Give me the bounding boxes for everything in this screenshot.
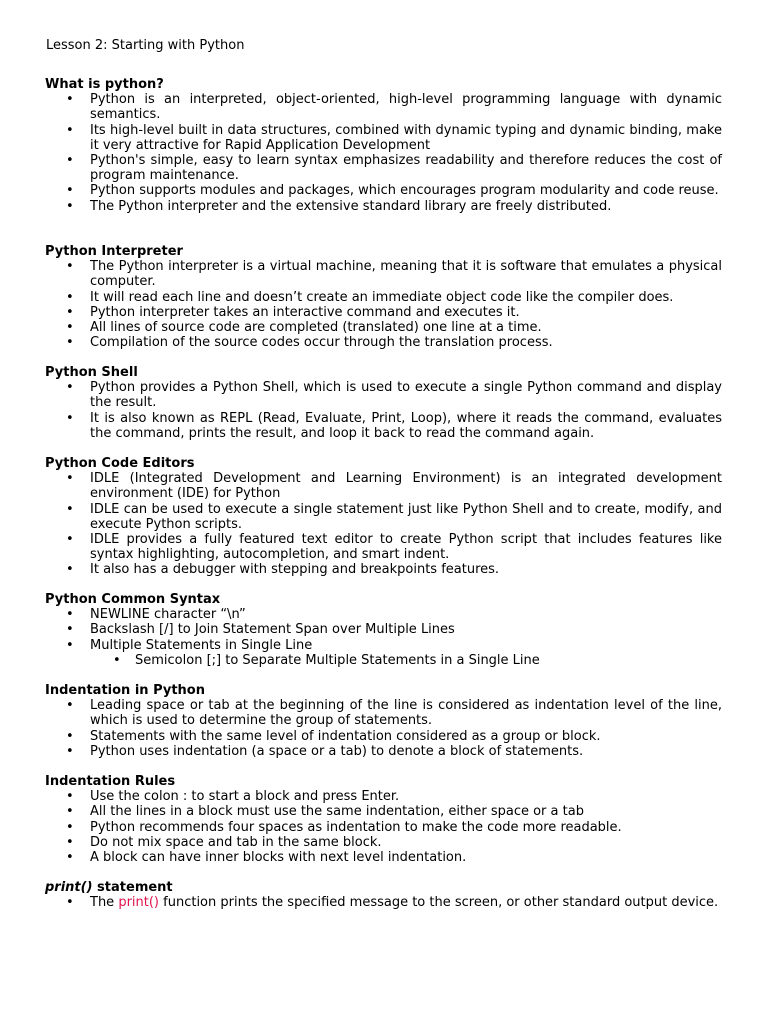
list-item: • The Python interpreter and the extensive standard library are freely distributed. — [45, 199, 722, 214]
list-item: • Statements with the same level of indentation considered as a group or block. — [45, 729, 722, 744]
lesson-title: Lesson 2: Starting with Python — [46, 38, 245, 53]
sub-list-item: • Semicolon [;] to Separate Multiple Statements in a Single Line — [45, 653, 722, 668]
list-item: • Python provides a Python Shell, which is used to execute a single Python command and display the result. — [45, 380, 722, 410]
list-item — [45, 895, 722, 910]
bullet-list — [45, 895, 722, 910]
item-text-after: function prints the specified message to the screen, or other standard output device. — [159, 895, 719, 911]
section-indentation-rules — [45, 774, 722, 865]
list-item: • All lines of source code are completed (translated) one line at a time. — [45, 320, 722, 335]
section-python-interpreter — [45, 244, 722, 350]
section-heading: Indentation Rules — [45, 774, 176, 789]
item-text-before: The — [90, 895, 119, 911]
list-item: • Python recommends four spaces as indentation to make the code more readable. — [45, 820, 722, 835]
list-item: • Backslash [/] to Join Statement Span over Multiple Lines — [45, 622, 722, 637]
section-print-statement — [45, 880, 722, 910]
section-python-code-editors — [45, 456, 722, 578]
list-item: • Python uses indentation (a space or a tab) to denote a block of statements. — [45, 744, 722, 759]
bullet-list — [45, 259, 722, 350]
list-item: • The Python interpreter is a virtual machine, meaning that it is software that emulates a physical computer. — [45, 259, 722, 289]
list-item: • NEWLINE character “\n” — [45, 607, 722, 622]
list-item: • Python supports modules and packages, which encourages program modularity and code reuse. — [45, 183, 722, 198]
inline-code-print: print() — [118, 895, 160, 911]
section-indentation-in-python — [45, 683, 722, 759]
list-item: • It also has a debugger with stepping and breakpoints features. — [45, 562, 722, 577]
section-heading: Python Interpreter — [45, 244, 183, 259]
section-heading: What is python? — [45, 77, 164, 92]
section-heading — [45, 880, 722, 895]
section-python-common-syntax — [45, 592, 722, 668]
heading-rest-text: statement — [92, 880, 173, 895]
list-item: • Python interpreter takes an interactive command and executes it. — [45, 305, 722, 320]
bullet-list — [45, 380, 722, 441]
list-item: • Compilation of the source codes occur through the translation process. — [45, 335, 722, 350]
list-item: • It will read each line and doesn’t create an immediate object code like the compiler does. — [45, 290, 722, 305]
section-heading: Python Code Editors — [45, 456, 195, 471]
bullet-list — [45, 698, 722, 759]
list-item: • IDLE (Integrated Development and Learning Environment) is an integrated development environment (IDE) for Python — [45, 471, 722, 501]
list-item: • IDLE provides a fully featured text editor to create Python script that includes features like syntax highlighting, autocompletion, and smart indent. — [45, 532, 722, 562]
list-item: • Python is an interpreted, object-oriented, high-level programming language with dynamic semantics. — [45, 92, 722, 122]
list-item: • Python's simple, easy to learn syntax emphasizes readability and therefore reduces the cost of program maintenance. — [45, 153, 722, 183]
section-python-shell — [45, 365, 722, 441]
list-item: • Its high-level built in data structures, combined with dynamic typing and dynamic binding, make it very attractive for Rapid Application Development — [45, 123, 722, 153]
list-item: • Use the colon : to start a block and press Enter. — [45, 789, 722, 804]
section-heading: Python Shell — [45, 365, 138, 380]
list-item: • All the lines in a block must use the same indentation, either space or a tab — [45, 804, 722, 819]
list-item: • Do not mix space and tab in the same block. — [45, 835, 722, 850]
list-item: • Multiple Statements in Single Line — [45, 638, 722, 653]
section-heading: Indentation in Python — [45, 683, 205, 698]
bullet-list — [45, 607, 722, 668]
section-heading: Python Common Syntax — [45, 592, 221, 607]
bullet-list — [45, 92, 722, 214]
list-item: • A block can have inner blocks with next level indentation. — [45, 850, 722, 865]
heading-code-text: print() — [45, 880, 93, 895]
list-item: • IDLE can be used to execute a single statement just like Python Shell and to create, modify, and execute Python scripts. — [45, 502, 722, 532]
bullet-list — [45, 789, 722, 865]
list-item: • It is also known as REPL (Read, Evaluate, Print, Loop), where it reads the command, evaluates the command, prints the result, and loop it back to read the command again. — [45, 411, 722, 441]
bullet-list — [45, 471, 722, 577]
section-what-is-python — [45, 77, 722, 214]
list-item: • Leading space or tab at the beginning of the line is considered as indentation level of the line, which is used to determine the group of statements. — [45, 698, 722, 728]
